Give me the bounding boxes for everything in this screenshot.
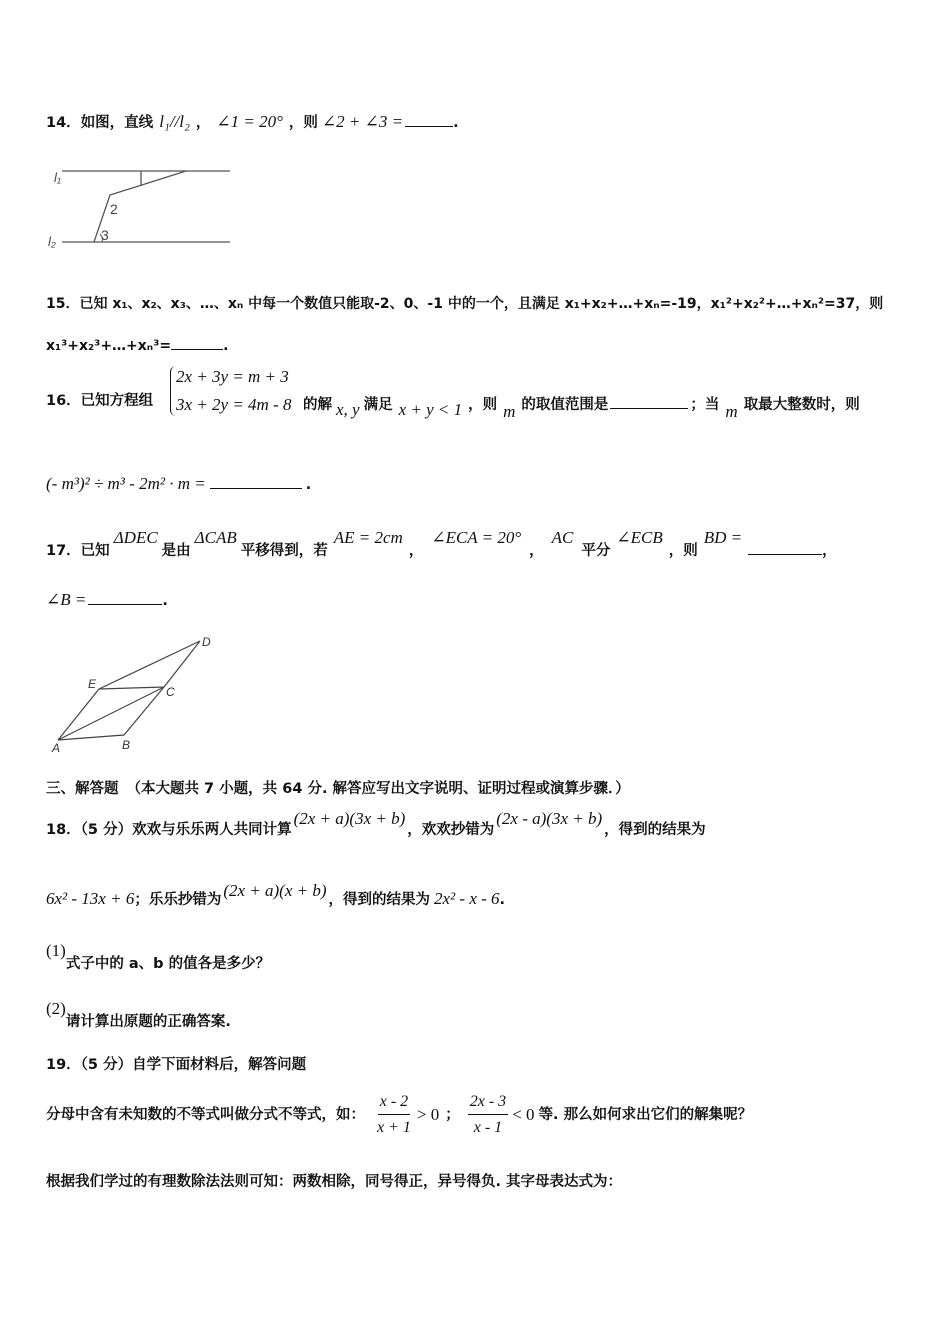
q17-segment-ae — [58, 689, 99, 740]
q18-number: 18．（5 分）欢欢与乐乐两人共同计算 — [46, 822, 292, 838]
q18-huan: ，欢欢抄错为 — [407, 822, 495, 838]
q19-f2-rel: < 0 — [512, 1105, 535, 1124]
q14-then: ，则 — [288, 115, 318, 131]
q18-part2-number: (2) — [46, 999, 66, 1018]
q19-question: 等. 那么如何求出它们的解集呢？ — [538, 1107, 753, 1123]
q16-max-text: 取最大整数时，则 — [743, 397, 860, 413]
q17-number: 17．已知 — [46, 543, 110, 559]
q17-label-c: C — [166, 685, 175, 699]
q19-fraction1 — [375, 1092, 413, 1138]
q16-cond: x + y < 1 — [398, 400, 463, 419]
q18-line1 — [46, 809, 706, 838]
q17-angle-b: ∠B = — [46, 590, 87, 609]
q19-f1-den: x + 1 — [377, 1119, 411, 1136]
q17-bisect: 平分 — [581, 543, 611, 559]
q19-semicolon: ； — [445, 1107, 460, 1123]
q16-eq2: 3x + 2y = 4m - 8 — [176, 395, 292, 414]
q19-f1-num: x - 2 — [378, 1092, 410, 1115]
q14-label-l1: l₁ — [54, 170, 61, 185]
q16-number: 16．已知方程组 — [46, 393, 154, 409]
q14-sum: ∠2 + ∠3 = — [321, 112, 404, 131]
q17-translate: 平移得到，若 — [240, 543, 328, 559]
q19-fraction2 — [468, 1092, 508, 1138]
q16-line-rest — [303, 394, 860, 421]
q16-m: m — [503, 402, 516, 421]
q18-expr1: (2x + a)(3x + b) — [293, 809, 406, 828]
q14-sep: ， — [195, 115, 211, 131]
section3-line — [46, 782, 630, 797]
q14-lead: 如图，直线 — [80, 115, 154, 131]
q17-c3: ， — [822, 543, 837, 559]
q17-label-a: A — [52, 741, 61, 755]
q16-vars: x, y — [336, 400, 360, 419]
q17-ecb: ∠ECB — [616, 528, 663, 547]
q16-satisfies: 满足 — [363, 397, 393, 413]
q16-range-blank[interactable] — [610, 394, 688, 409]
q15-answer-blank[interactable] — [171, 335, 223, 350]
q16-m2: m — [725, 402, 738, 421]
q17-by: 是由 — [161, 543, 191, 559]
q15-end: . — [223, 338, 229, 354]
q14-end: . — [453, 115, 459, 131]
q16-expr-blank[interactable] — [210, 474, 302, 489]
section3-heading: 三、解答题 — [46, 781, 119, 797]
q16-expr: (- m³)² ÷ m³ - 2m² · m = — [46, 474, 206, 493]
q18-got2: ，得到的结果为 — [328, 892, 431, 908]
q17-eca: ∠ECA = 20° — [431, 528, 522, 547]
q18-got: ，得到的结果为 — [604, 822, 706, 838]
q18-expr3: (2x + a)(x + b) — [223, 881, 327, 900]
q17-bd: BD = — [703, 528, 743, 547]
q19-f2-num: 2x - 3 — [468, 1092, 508, 1115]
q17-label-e: E — [88, 677, 97, 691]
q17-ac: AC — [551, 528, 574, 547]
q19-number: 19．（5 分）自学下面材料后，解答问题 — [46, 1057, 307, 1073]
q17-c1: ， — [408, 543, 424, 559]
q17-bd-blank[interactable] — [748, 540, 822, 555]
q17-line1 — [46, 528, 837, 559]
q14-answer-blank[interactable] — [405, 112, 453, 127]
q17-angle-b-blank[interactable] — [88, 590, 162, 605]
q18-res1: 6x² - 13x + 6 — [46, 889, 135, 908]
q15-line1: 15．已知 x₁、x₂、x₃、…、xₙ 中每一个数值只能取-2、0、-1 中的一个，且满足 x₁+x₂+…+xₙ=-19，x₁²+x₂²+…+xₙ²=37，则 — [46, 296, 884, 312]
q19-intro-line — [46, 1092, 752, 1138]
q14-angle1: ∠1 = 20° — [216, 112, 283, 131]
q17-then: ，则 — [668, 543, 698, 559]
q16-semicolon: ；当 — [690, 397, 720, 413]
q17-end: . — [162, 593, 168, 609]
q17-label-d: D — [202, 635, 211, 649]
q17-triangle-dec — [99, 641, 200, 689]
q14-line — [46, 112, 459, 131]
q19-intro: 分母中含有未知数的不等式叫做分式不等式，如： — [46, 1107, 365, 1123]
q14-number: 14． — [46, 115, 81, 131]
q18-part2 — [46, 999, 231, 1030]
q15-sum-cubes: x₁³+x₂³+…+xₙ³= — [46, 338, 172, 354]
q18-expr2: (2x - a)(3x + b) — [496, 809, 603, 828]
section3-note: （本大题共 7 小题，共 64 分. 解答应写出文字说明、证明过程或演算步骤．） — [126, 781, 630, 797]
q17-c2: ， — [529, 543, 544, 559]
q15-line2 — [46, 335, 228, 353]
q17-label-b: B — [122, 738, 131, 752]
q14-label-2: 2 — [110, 201, 118, 217]
q18-part1-text: 式子中的 a、b 的值各是多少？ — [65, 956, 271, 972]
q18-part1-number: (1) — [46, 941, 66, 960]
q19-f2-den: x - 1 — [473, 1119, 503, 1136]
q16-then: ，则 — [468, 397, 498, 413]
q17-tri2: ΔCAB — [194, 528, 237, 547]
q17-figure — [44, 630, 224, 755]
q17-triangle-cab — [58, 687, 164, 740]
q14-label-3: 3 — [101, 227, 109, 243]
q16-expr-line — [46, 474, 311, 493]
q18-res2: 2x² - x - 6 — [434, 889, 500, 908]
q17-ae: AE = 2cm — [333, 528, 403, 547]
q14-label-l2: l₂ — [48, 234, 56, 249]
q18-end: . — [499, 892, 506, 908]
q18-part1 — [46, 941, 271, 972]
q14-figure — [44, 160, 244, 255]
q19-rule: 根据我们学过的有理数除法法则可知：两数相除，同号得正，异号得负. 其字母表达式为： — [46, 1174, 623, 1190]
q16-range-text: 的取值范围是 — [521, 397, 609, 413]
q17-tri1: ΔDEC — [113, 528, 158, 547]
q18-line2 — [46, 881, 506, 908]
q16-of-solution: 的解 — [303, 397, 332, 413]
q17-line2 — [46, 590, 168, 609]
q14-parallel: l₁//l₂ — [159, 112, 190, 131]
q19-f1-rel: > 0 — [416, 1105, 440, 1124]
q18-part2-text: 请计算出原题的正确答案. — [65, 1014, 231, 1030]
q16-end: . — [305, 477, 312, 493]
q16-eq1: 2x + 3y = m + 3 — [176, 367, 289, 386]
q18-le: ；乐乐抄错为 — [134, 892, 222, 908]
